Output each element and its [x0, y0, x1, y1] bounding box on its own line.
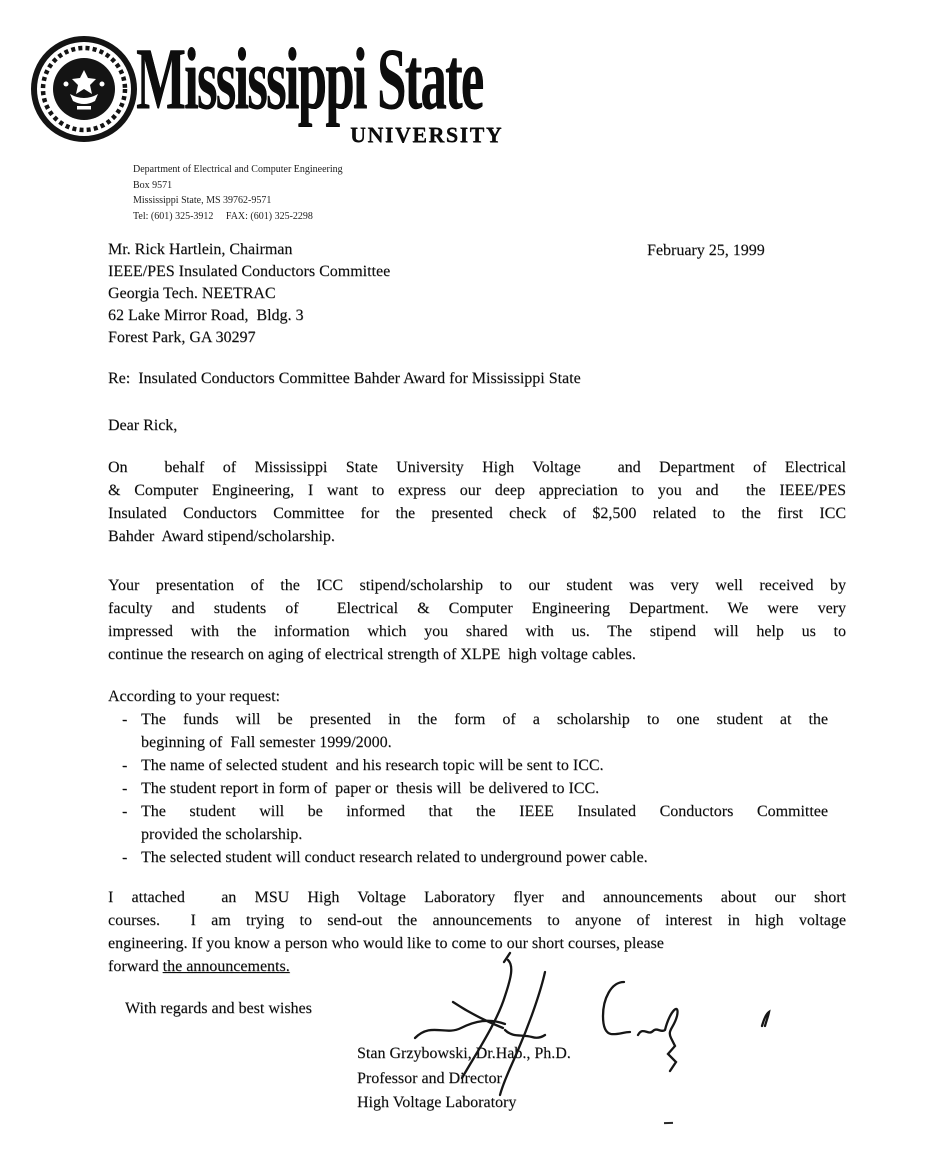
letter-date: February 25, 1999	[647, 242, 765, 259]
list-item: - The name of selected student and his research topic will be sent to ICC.	[122, 754, 846, 777]
list-item: - The student report in form of paper or thesis will be delivered to ICC.	[122, 777, 846, 800]
university-seal-icon	[29, 34, 139, 144]
bullet-dash: -	[122, 757, 128, 774]
request-list	[122, 708, 846, 869]
list-item: - The funds will be presented in the form of a scholarship to one student at the beginning of Fall semester 1999/2000.	[122, 708, 846, 754]
subject-line: Re: Insulated Conductors Committee Bahder Award for Mississippi State	[108, 370, 581, 387]
signature-block: Stan Grzybowski, Dr.Hab., Ph.D. Professor and Director High Voltage Laboratory	[357, 1045, 571, 1111]
bullet-dash: -	[122, 849, 128, 866]
paragraph-2: Your presentation of the ICC stipend/scholarship to our student was very well received by faculty and students of Electrical & Computer Engineering Department. We were very impressed with the information which you shared with us. The stipend will help us to continue the research on aging of electrical strength of XLPE high voltage cables.	[108, 577, 846, 663]
request-intro: According to your request:	[108, 688, 280, 705]
university-wordmark-sub: UNIVERSITY	[350, 122, 504, 147]
paragraph-3-last-line: forward the announcements.	[108, 958, 290, 975]
paragraph-3: I attached an MSU High Voltage Laboratory flyer and announcements about our short courses. I am trying to send-out the announcements to anyone of interest in high voltage engineering. If you know a person who would like to come to our short courses, please forward the announcements.	[108, 886, 846, 978]
bullet-dash: -	[122, 780, 128, 797]
department-address-block: Department of Electrical and Computer Engineering Box 9571 Mississippi State, MS 39762-9571 Tel: (601) 325-3912 FAX: (601) 325-2298	[133, 164, 343, 222]
handwritten-signature	[405, 938, 785, 1113]
bullet-dash: -	[122, 711, 128, 728]
list-item: - The selected student will conduct research related to underground power cable.	[122, 846, 846, 869]
stray-scan-mark	[664, 1122, 673, 1124]
university-wordmark: Mississippi State	[136, 31, 483, 128]
paragraph-1: On behalf of Mississippi State University High Voltage and Department of Electrical & Computer Engineering, I want to express our deep appreciation to you and the IEEE/PES Insulated Conductors Committee for the presented check of $2,500 related to the first ICC Bahder Award stipend/scholarship.	[108, 459, 846, 545]
list-item: - The student will be informed that the IEEE Insulated Conductors Committee provided the scholarship.	[122, 800, 846, 846]
bullet-dash: -	[122, 803, 128, 820]
underlined-text: the announcements.	[162, 958, 290, 975]
salutation: Dear Rick,	[108, 417, 178, 434]
recipient-address-block: Mr. Rick Hartlein, Chairman IEEE/PES Insulated Conductors Committee Georgia Tech. NEETRAC 62 Lake Mirror Road, Bldg. 3 Forest Park, GA 30297	[108, 241, 391, 346]
closing-line: With regards and best wishes	[125, 1000, 312, 1017]
